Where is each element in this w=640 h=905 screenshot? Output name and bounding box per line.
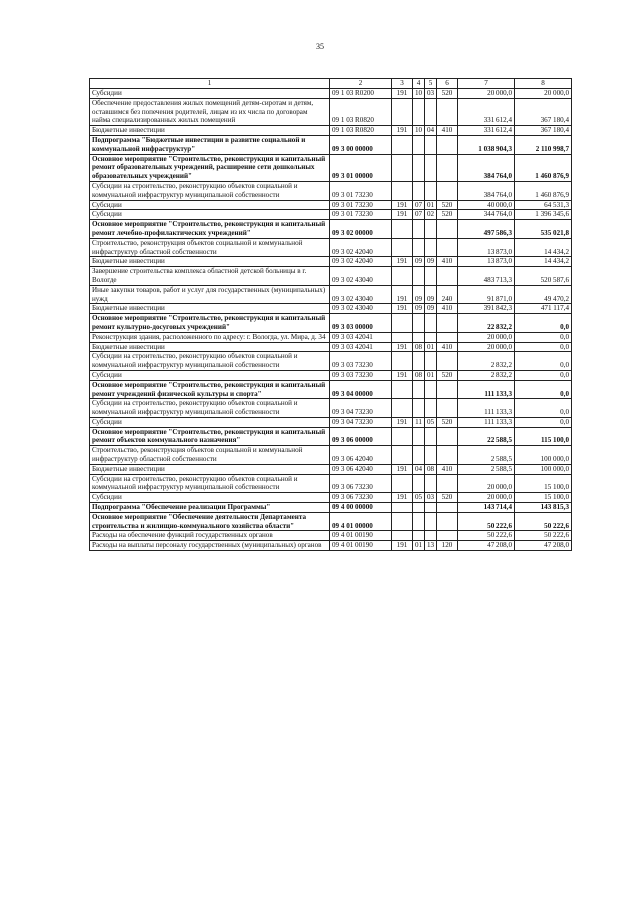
- amount-year-1-cell: 391 842,3: [458, 304, 515, 314]
- amount-year-1-cell: 40 000,0: [458, 200, 515, 210]
- section-code-cell: [413, 267, 425, 286]
- target-code-cell: 09 3 03 73230: [330, 370, 392, 380]
- section-code-cell: [413, 352, 425, 371]
- amount-year-2-cell: 0,0: [515, 399, 572, 418]
- expense-type-cell: [437, 135, 458, 154]
- amount-year-2-cell: 0,0: [515, 314, 572, 333]
- amount-year-1-cell: 20 000,0: [458, 332, 515, 342]
- row-name-cell: Строительство, реконструкция объектов социальной и коммунальной инфраструктур областной собственности: [90, 238, 330, 257]
- amount-year-2-cell: 367 180,4: [515, 98, 572, 125]
- section-code-cell: 11: [413, 417, 425, 427]
- ministry-code-cell: [392, 352, 413, 371]
- section-code-cell: [413, 238, 425, 257]
- ministry-code-cell: [392, 332, 413, 342]
- subsection-code-cell: 09: [425, 257, 437, 267]
- row-name-cell: Обеспечение предоставления жилых помещений детям-сиротам и детям, оставшимся без попечения родителей, лицам из их числа по договорам найма специализированных жилых помещений: [90, 98, 330, 125]
- section-code-cell: [413, 399, 425, 418]
- amount-year-1-cell: 384 764,0: [458, 154, 515, 181]
- table-row: [90, 304, 572, 314]
- row-name-cell: Субсидии: [90, 200, 330, 210]
- section-code-cell: [413, 531, 425, 541]
- row-name-cell: Основное мероприятие "Обеспечение деятельности Департамента строительства и жилищно-коммунального хозяйства области": [90, 512, 330, 531]
- section-code-cell: 10: [413, 89, 425, 99]
- expense-type-cell: [437, 352, 458, 371]
- amount-year-2-cell: 14 434,2: [515, 257, 572, 267]
- subsection-code-cell: [425, 503, 437, 513]
- table-row: [90, 267, 572, 286]
- table-row: [90, 98, 572, 125]
- row-name-cell: Основное мероприятие "Строительство, реконструкция и капитальный ремонт учреждений физической культуры и спорта": [90, 380, 330, 399]
- header-cell: 2: [330, 79, 392, 89]
- amount-year-1-cell: 91 871,0: [458, 285, 515, 304]
- amount-year-2-cell: 100 000,0: [515, 464, 572, 474]
- table-row: [90, 285, 572, 304]
- table-row: [90, 89, 572, 99]
- subsection-code-cell: [425, 446, 437, 465]
- expense-type-cell: [437, 380, 458, 399]
- table-row: [90, 464, 572, 474]
- amount-year-2-cell: 1 460 876,9: [515, 154, 572, 181]
- page-number: 35: [316, 42, 324, 51]
- amount-year-2-cell: 0,0: [515, 342, 572, 352]
- section-code-cell: 05: [413, 493, 425, 503]
- ministry-code-cell: [392, 427, 413, 446]
- section-code-cell: 08: [413, 370, 425, 380]
- section-code-cell: [413, 98, 425, 125]
- target-code-cell: 09 3 02 43040: [330, 267, 392, 286]
- target-code-cell: 09 3 06 42040: [330, 464, 392, 474]
- ministry-code-cell: [392, 380, 413, 399]
- expense-type-cell: [437, 332, 458, 342]
- row-name-cell: Основное мероприятие "Строительство, реконструкция и капитальный ремонт лечебно-профилактических учреждений": [90, 220, 330, 239]
- table-row: [90, 531, 572, 541]
- section-code-cell: 04: [413, 464, 425, 474]
- section-code-cell: [413, 474, 425, 493]
- row-name-cell: Бюджетные инвестиции: [90, 342, 330, 352]
- expense-type-cell: [437, 267, 458, 286]
- ministry-code-cell: 191: [392, 342, 413, 352]
- table-row: [90, 220, 572, 239]
- table-row: [90, 135, 572, 154]
- amount-year-2-cell: 143 815,3: [515, 503, 572, 513]
- row-name-cell: Иные закупки товаров, работ и услуг для государственных (муниципальных) нужд: [90, 285, 330, 304]
- ministry-code-cell: [392, 98, 413, 125]
- amount-year-1-cell: 22 588,5: [458, 427, 515, 446]
- ministry-code-cell: [392, 267, 413, 286]
- amount-year-1-cell: 344 764,0: [458, 210, 515, 220]
- table-row: [90, 503, 572, 513]
- subsection-code-cell: 04: [425, 126, 437, 136]
- target-code-cell: 09 3 06 00000: [330, 427, 392, 446]
- target-code-cell: 09 3 01 73230: [330, 200, 392, 210]
- subsection-code-cell: [425, 135, 437, 154]
- amount-year-1-cell: 497 586,3: [458, 220, 515, 239]
- row-name-cell: Основное мероприятие "Строительство, реконструкция и капитальный ремонт культурно-досуговых учреждений": [90, 314, 330, 333]
- subsection-code-cell: 01: [425, 370, 437, 380]
- amount-year-2-cell: 2 110 998,7: [515, 135, 572, 154]
- amount-year-1-cell: 47 208,0: [458, 541, 515, 551]
- expense-type-cell: 410: [437, 464, 458, 474]
- section-code-cell: [413, 220, 425, 239]
- ministry-code-cell: [392, 181, 413, 200]
- row-name-cell: Субсидии на строительство, реконструкцию объектов социальной и коммунальной инфраструктур муниципальной собственности: [90, 399, 330, 418]
- table-row: [90, 380, 572, 399]
- table-row: [90, 541, 572, 551]
- ministry-code-cell: [392, 531, 413, 541]
- target-code-cell: 09 3 04 00000: [330, 380, 392, 399]
- header-cell: 1: [90, 79, 330, 89]
- subsection-code-cell: [425, 474, 437, 493]
- subsection-code-cell: [425, 531, 437, 541]
- row-name-cell: Бюджетные инвестиции: [90, 304, 330, 314]
- target-code-cell: 09 3 03 00000: [330, 314, 392, 333]
- amount-year-1-cell: 1 038 904,3: [458, 135, 515, 154]
- expense-type-cell: [437, 474, 458, 493]
- header-cell: 4: [413, 79, 425, 89]
- subsection-code-cell: 08: [425, 464, 437, 474]
- ministry-code-cell: 191: [392, 200, 413, 210]
- table-row: [90, 181, 572, 200]
- expense-type-cell: [437, 503, 458, 513]
- table-row: [90, 342, 572, 352]
- subsection-code-cell: 03: [425, 89, 437, 99]
- amount-year-2-cell: 367 180,4: [515, 126, 572, 136]
- row-name-cell: Субсидии на строительство, реконструкцию объектов социальной и коммунальной инфраструктур муниципальной собственности: [90, 352, 330, 371]
- row-name-cell: Подпрограмма "Обеспечение реализации Программы": [90, 503, 330, 513]
- expense-type-cell: 520: [437, 370, 458, 380]
- table-row: [90, 210, 572, 220]
- amount-year-1-cell: 2 832,2: [458, 370, 515, 380]
- amount-year-2-cell: 520 587,6: [515, 267, 572, 286]
- amount-year-2-cell: 1 460 876,9: [515, 181, 572, 200]
- target-code-cell: 09 3 01 73230: [330, 181, 392, 200]
- target-code-cell: 09 1 03 R0820: [330, 98, 392, 125]
- subsection-code-cell: [425, 314, 437, 333]
- ministry-code-cell: 191: [392, 541, 413, 551]
- table-row: [90, 427, 572, 446]
- section-code-cell: [413, 181, 425, 200]
- amount-year-1-cell: 2 588,5: [458, 464, 515, 474]
- amount-year-2-cell: 115 100,0: [515, 427, 572, 446]
- ministry-code-cell: [392, 503, 413, 513]
- section-code-cell: 09: [413, 285, 425, 304]
- table-row: [90, 352, 572, 371]
- amount-year-2-cell: 47 208,0: [515, 541, 572, 551]
- section-code-cell: [413, 314, 425, 333]
- target-code-cell: 09 3 02 43040: [330, 304, 392, 314]
- expense-type-cell: [437, 399, 458, 418]
- row-name-cell: Субсидии: [90, 89, 330, 99]
- amount-year-1-cell: 2 588,5: [458, 446, 515, 465]
- target-code-cell: 09 4 01 00000: [330, 512, 392, 531]
- section-code-cell: 07: [413, 210, 425, 220]
- row-name-cell: Основное мероприятие "Строительство, реконструкция и капитальный ремонт объектов коммунального назначения": [90, 427, 330, 446]
- target-code-cell: 09 1 03 R0200: [330, 89, 392, 99]
- row-name-cell: Бюджетные инвестиции: [90, 464, 330, 474]
- target-code-cell: 09 3 06 73230: [330, 493, 392, 503]
- amount-year-1-cell: 20 000,0: [458, 474, 515, 493]
- table-row: [90, 126, 572, 136]
- amount-year-1-cell: 384 764,0: [458, 181, 515, 200]
- amount-year-2-cell: 0,0: [515, 380, 572, 399]
- expense-type-cell: 120: [437, 541, 458, 551]
- row-name-cell: Субсидии: [90, 370, 330, 380]
- row-name-cell: Бюджетные инвестиции: [90, 257, 330, 267]
- ministry-code-cell: [392, 446, 413, 465]
- expense-type-cell: 410: [437, 126, 458, 136]
- expense-type-cell: [437, 181, 458, 200]
- ministry-code-cell: [392, 474, 413, 493]
- amount-year-2-cell: 535 021,8: [515, 220, 572, 239]
- amount-year-2-cell: 0,0: [515, 332, 572, 342]
- target-code-cell: 09 3 02 42040: [330, 238, 392, 257]
- target-code-cell: 09 3 02 43040: [330, 285, 392, 304]
- target-code-cell: 09 3 02 00000: [330, 220, 392, 239]
- row-name-cell: Субсидии: [90, 210, 330, 220]
- amount-year-2-cell: 49 470,2: [515, 285, 572, 304]
- amount-year-2-cell: 0,0: [515, 352, 572, 371]
- row-name-cell: Субсидии: [90, 493, 330, 503]
- row-name-cell: Строительство, реконструкция объектов социальной и коммунальной инфраструктур областной собственности: [90, 446, 330, 465]
- subsection-code-cell: [425, 512, 437, 531]
- target-code-cell: 09 3 04 73230: [330, 417, 392, 427]
- ministry-code-cell: 191: [392, 304, 413, 314]
- table-row: [90, 512, 572, 531]
- amount-year-2-cell: 14 434,2: [515, 238, 572, 257]
- table-row: [90, 200, 572, 210]
- amount-year-1-cell: 20 000,0: [458, 493, 515, 503]
- subsection-code-cell: [425, 220, 437, 239]
- table-row: [90, 474, 572, 493]
- row-name-cell: Расходы на обеспечение функций государственных органов: [90, 531, 330, 541]
- ministry-code-cell: [392, 154, 413, 181]
- expense-type-cell: [437, 98, 458, 125]
- target-code-cell: 09 3 02 42040: [330, 257, 392, 267]
- target-code-cell: 09 1 03 R0820: [330, 126, 392, 136]
- ministry-code-cell: [392, 314, 413, 333]
- expense-type-cell: 410: [437, 342, 458, 352]
- subsection-code-cell: [425, 238, 437, 257]
- ministry-code-cell: 191: [392, 493, 413, 503]
- expense-type-cell: [437, 446, 458, 465]
- expense-type-cell: 240: [437, 285, 458, 304]
- amount-year-1-cell: 111 133,3: [458, 399, 515, 418]
- expense-type-cell: [437, 220, 458, 239]
- subsection-code-cell: [425, 98, 437, 125]
- ministry-code-cell: 191: [392, 257, 413, 267]
- header-cell: 8: [515, 79, 572, 89]
- amount-year-2-cell: 20 000,0: [515, 89, 572, 99]
- target-code-cell: 09 3 06 73230: [330, 474, 392, 493]
- section-code-cell: [413, 512, 425, 531]
- table-row: [90, 446, 572, 465]
- table-row: [90, 417, 572, 427]
- expense-type-cell: 520: [437, 493, 458, 503]
- section-code-cell: [413, 154, 425, 181]
- header-cell: 5: [425, 79, 437, 89]
- target-code-cell: 09 3 03 42041: [330, 332, 392, 342]
- subsection-code-cell: 01: [425, 342, 437, 352]
- amount-year-1-cell: 2 832,2: [458, 352, 515, 371]
- section-code-cell: [413, 135, 425, 154]
- subsection-code-cell: [425, 154, 437, 181]
- section-code-cell: 01: [413, 541, 425, 551]
- subsection-code-cell: [425, 399, 437, 418]
- expense-type-cell: 520: [437, 89, 458, 99]
- target-code-cell: 09 4 01 00190: [330, 531, 392, 541]
- ministry-code-cell: [392, 220, 413, 239]
- expense-type-cell: [437, 427, 458, 446]
- subsection-code-cell: [425, 181, 437, 200]
- section-code-cell: 10: [413, 126, 425, 136]
- expense-type-cell: [437, 238, 458, 257]
- row-name-cell: Субсидии на строительство, реконструкцию объектов социальной и коммунальной инфраструктур муниципальной собственности: [90, 474, 330, 493]
- amount-year-2-cell: 64 531,3: [515, 200, 572, 210]
- header-cell: 6: [437, 79, 458, 89]
- amount-year-1-cell: 143 714,4: [458, 503, 515, 513]
- expense-type-cell: 520: [437, 200, 458, 210]
- subsection-code-cell: 01: [425, 200, 437, 210]
- amount-year-1-cell: 331 612,4: [458, 98, 515, 125]
- subsection-code-cell: [425, 332, 437, 342]
- target-code-cell: 09 4 01 00190: [330, 541, 392, 551]
- subsection-code-cell: 13: [425, 541, 437, 551]
- amount-year-1-cell: 13 873,0: [458, 238, 515, 257]
- subsection-code-cell: [425, 352, 437, 371]
- subsection-code-cell: [425, 427, 437, 446]
- expense-type-cell: 520: [437, 210, 458, 220]
- row-name-cell: Расходы на выплаты персоналу государственных (муниципальных) органов: [90, 541, 330, 551]
- target-code-cell: 09 3 01 00000: [330, 154, 392, 181]
- amount-year-1-cell: 50 222,6: [458, 512, 515, 531]
- subsection-code-cell: [425, 380, 437, 399]
- row-name-cell: Бюджетные инвестиции: [90, 126, 330, 136]
- subsection-code-cell: 03: [425, 493, 437, 503]
- section-code-cell: [413, 332, 425, 342]
- target-code-cell: 09 3 01 73230: [330, 210, 392, 220]
- table-row: [90, 314, 572, 333]
- expense-type-cell: [437, 154, 458, 181]
- row-name-cell: Субсидии: [90, 417, 330, 427]
- ministry-code-cell: [392, 135, 413, 154]
- amount-year-2-cell: 1 396 345,6: [515, 210, 572, 220]
- amount-year-2-cell: 0,0: [515, 417, 572, 427]
- amount-year-1-cell: 111 133,3: [458, 417, 515, 427]
- table-row: [90, 257, 572, 267]
- table-row: [90, 238, 572, 257]
- expense-type-cell: [437, 512, 458, 531]
- target-code-cell: 09 4 00 00000: [330, 503, 392, 513]
- section-code-cell: 08: [413, 342, 425, 352]
- ministry-code-cell: [392, 399, 413, 418]
- ministry-code-cell: 191: [392, 126, 413, 136]
- amount-year-1-cell: 111 133,3: [458, 380, 515, 399]
- target-code-cell: 09 3 04 73230: [330, 399, 392, 418]
- table-row: [90, 332, 572, 342]
- amount-year-2-cell: 100 000,0: [515, 446, 572, 465]
- amount-year-1-cell: 20 000,0: [458, 342, 515, 352]
- row-name-cell: Субсидии на строительство, реконструкцию объектов социальной и коммунальной инфраструктур муниципальной собственности: [90, 181, 330, 200]
- expense-type-cell: 410: [437, 257, 458, 267]
- expense-type-cell: [437, 314, 458, 333]
- section-code-cell: 09: [413, 257, 425, 267]
- ministry-code-cell: [392, 238, 413, 257]
- row-name-cell: Основное мероприятие "Строительство, реконструкция и капитальный ремонт образовательных учреждений, расширение сети дошкольных образовательных учреждений": [90, 154, 330, 181]
- expense-type-cell: [437, 531, 458, 541]
- amount-year-2-cell: 0,0: [515, 370, 572, 380]
- amount-year-1-cell: 13 873,0: [458, 257, 515, 267]
- subsection-code-cell: 05: [425, 417, 437, 427]
- ministry-code-cell: 191: [392, 210, 413, 220]
- header-cell: 3: [392, 79, 413, 89]
- section-code-cell: 09: [413, 304, 425, 314]
- subsection-code-cell: 02: [425, 210, 437, 220]
- ministry-code-cell: 191: [392, 89, 413, 99]
- table-row: [90, 493, 572, 503]
- target-code-cell: 09 3 03 73230: [330, 352, 392, 371]
- section-code-cell: [413, 503, 425, 513]
- amount-year-2-cell: 15 100,0: [515, 474, 572, 493]
- expense-type-cell: 410: [437, 304, 458, 314]
- row-name-cell: Подпрограмма "Бюджетные инвестиции в развитие социальной и коммунальной инфраструктур": [90, 135, 330, 154]
- table-row: [90, 154, 572, 181]
- amount-year-1-cell: 22 832,2: [458, 314, 515, 333]
- amount-year-2-cell: 50 222,6: [515, 512, 572, 531]
- header-cell: 7: [458, 79, 515, 89]
- amount-year-2-cell: 50 222,6: [515, 531, 572, 541]
- ministry-code-cell: 191: [392, 285, 413, 304]
- subsection-code-cell: 09: [425, 304, 437, 314]
- target-code-cell: 09 3 00 00000: [330, 135, 392, 154]
- budget-table: [89, 78, 572, 551]
- target-code-cell: 09 3 03 42041: [330, 342, 392, 352]
- ministry-code-cell: 191: [392, 464, 413, 474]
- amount-year-1-cell: 50 222,6: [458, 531, 515, 541]
- subsection-code-cell: [425, 267, 437, 286]
- ministry-code-cell: 191: [392, 370, 413, 380]
- amount-year-1-cell: 331 612,4: [458, 126, 515, 136]
- table-header-row: [90, 79, 572, 89]
- amount-year-1-cell: 483 713,3: [458, 267, 515, 286]
- expense-type-cell: 520: [437, 417, 458, 427]
- amount-year-1-cell: 20 000,0: [458, 89, 515, 99]
- section-code-cell: 07: [413, 200, 425, 210]
- row-name-cell: Реконструкция здания, расположенного по адресу: г. Вологда, ул. Мира, д. 34: [90, 332, 330, 342]
- ministry-code-cell: 191: [392, 417, 413, 427]
- target-code-cell: 09 3 06 42040: [330, 446, 392, 465]
- amount-year-2-cell: 471 117,4: [515, 304, 572, 314]
- table-row: [90, 370, 572, 380]
- section-code-cell: [413, 446, 425, 465]
- row-name-cell: Завершение строительства комплекса областной детской больницы в г. Вологде: [90, 267, 330, 286]
- subsection-code-cell: 09: [425, 285, 437, 304]
- section-code-cell: [413, 427, 425, 446]
- section-code-cell: [413, 380, 425, 399]
- table-row: [90, 399, 572, 418]
- amount-year-2-cell: 15 100,0: [515, 493, 572, 503]
- ministry-code-cell: [392, 512, 413, 531]
